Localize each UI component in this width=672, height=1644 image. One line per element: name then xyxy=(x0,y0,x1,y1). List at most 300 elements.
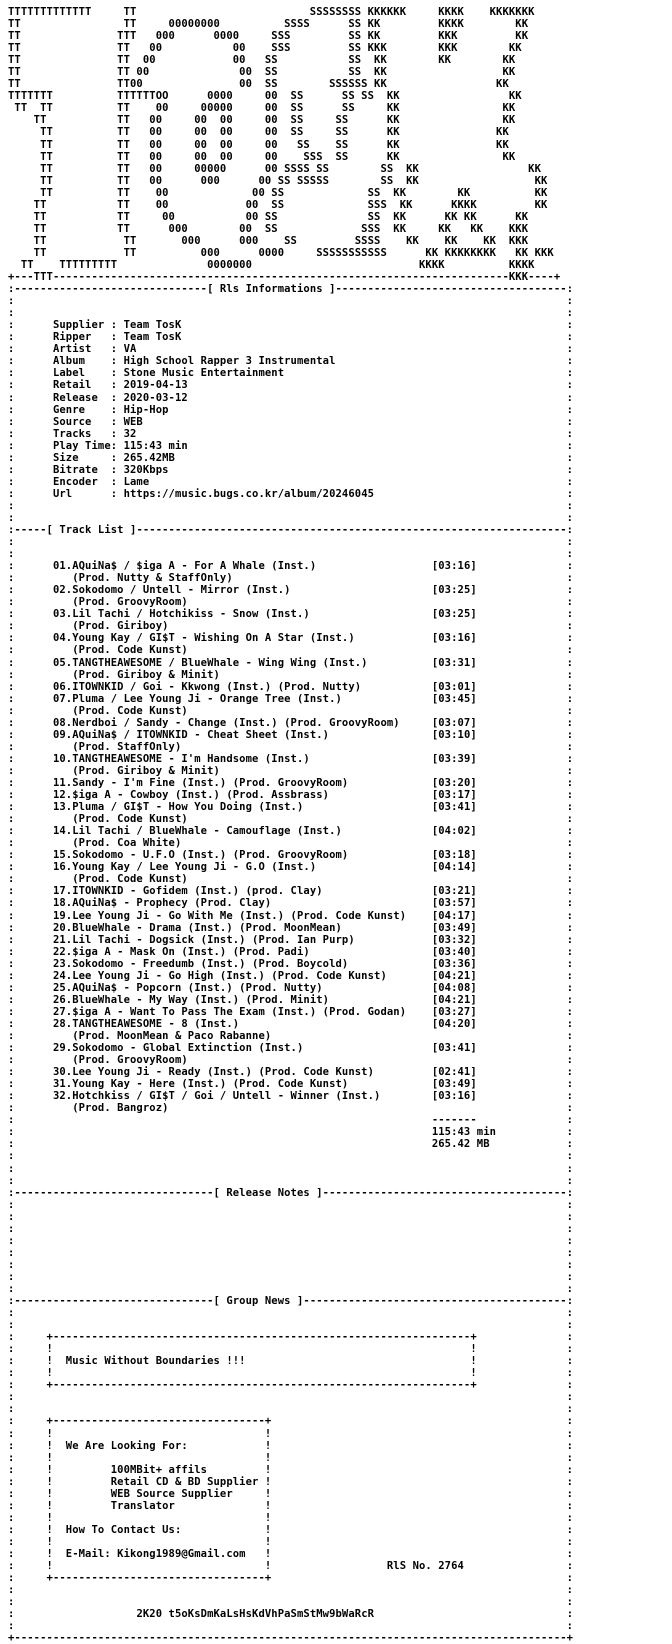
track-title: Nerdboi / Sandy - Change (Inst.) (Prod. GroovyRoom) xyxy=(72,716,400,729)
info-value: Team TosK xyxy=(123,331,182,344)
border-left: : xyxy=(8,463,15,476)
border-right: : xyxy=(476,981,574,994)
border-right: : xyxy=(476,1042,574,1055)
border-right: : xyxy=(187,439,574,452)
ascii-logo-line: TT TT 00 00 00 00 SSS SS KK KK xyxy=(8,150,516,163)
info-key: Genre xyxy=(52,403,111,416)
info-value: VA xyxy=(123,343,137,356)
border-left: : xyxy=(8,897,15,910)
border-right: : xyxy=(142,415,574,428)
border-left: : xyxy=(8,1029,15,1042)
track-number: 03. xyxy=(52,608,73,621)
track-number: 09. xyxy=(52,728,73,741)
border-right: : xyxy=(476,1090,574,1103)
track-title: Pluma / Lee Young Ji - Orange Tree (Inst.) xyxy=(72,692,342,705)
border-right: : xyxy=(14,1584,574,1597)
border-left: : xyxy=(8,1234,15,1247)
border-right: : xyxy=(476,1379,574,1392)
track-number: 30. xyxy=(52,1066,73,1079)
border-right: : xyxy=(232,572,574,585)
border-right: : xyxy=(14,536,574,549)
nfo-document: TTTTTTTTTTTTT TT SSSSSSSS KKKKKK KKKK KKKKKKK TT TT 00000000 SSSS SS KK KKKK KK TT TTT 000 0000 SSS SS KK KKK KK TT TT 00 00 SSS SS KKK KKK KK TT TT 00 00 SS SS KK KK KK TT TT 00 00 SS SS KK KK TT TT00 00 SS SSSSSS KK KK TTTTTTT TTTTTTOO 0000 00 SS SS SS KK KK TT TT TT 00 00000 00 SS SS KK KK TT TT 00 00 00 00 SS SS KK KK TT TT 00 00 00 00 SS SS KK KK TT TT 00 00 00 00 SS SS KK KK TT TT 00 00 00 00 SSS SS KK KK TT TT 00 00000 00 SSSS SS SS KK KK TT TT 00 000 00 SS SSSSS SS KK KK TT TT 00 00 SS SS KK KK KK TT TT 00 00 SS SSS KK KKKK KK TT TT 00 00 SS SS KK KK KK KK TT TT 000 00 SS SSS KK KK KK KKK TT TT 000 000 SS SSSS KK KK KK KKK TT TT 000 0000 SSSSSSSSSSS KK KKKKKKKK KK KKK TT TTTTTTTTT 0000000 KKKK KKKK +---TTT-----------------------------------------------------------------------KKK----+ :------------------------------[ Rls Informations ]------------------------------------: : : : : : Supplier : Team TosK : : Ripper : Team TosK : : Artist : VA : : Album : High School Rapper 3 Instrumental : : Label : Stone Music Entertainment : : Retail : 2019-04-13 : : Release : 2020-03-12 : : Genre : Hip-Hop : : Source : WEB : : Tracks : 32 : : Play Time: 115:43 min : : Size : 265.42MB : : Bitrate : 320Kbps : : Encoder : Lame : : Url : https://music.bugs.co.kr/album/20246045 : : : : : :-----[ Track List ]-------------------------------------------------------------------: : : : : : 01.AQuiNa$ / $iga A - For A Whale (Inst.) [03:16] : : (Prod. Nutty & StaffOnly) : : 02.Sokodomo / Untell - Mirror (Inst.) [03:25] : : (Prod. GroovyRoom) : : 03.Lil Tachi / Hotchikiss - Snow (Inst.) [03:25] : : (Prod. Giriboy) : : 04.Young Kay / GI$T - Wishing On A Star (Inst.) [03:16] : : (Prod. Code Kunst) : : 05.TANGTHEAWESOME / BlueWhale - Wing Wing (Inst.) [03:31] : : (Prod. Giriboy & Minit) : : 06.ITOWNKID / Goi - Kkwong (Inst.) (Prod. Nutty) [03:01] : : 07.Pluma / Lee Young Ji - Orange Tree (Inst.) [03:45] : : (Prod. Code Kunst) : : 08.Nerdboi / Sandy - Change (Inst.) (Prod. GroovyRoom) [03:07] : : 09.AQuiNa$ / ITOWNKID - Cheat Sheet (Inst.) [03:10] : : (Prod. StaffOnly) : : 10.TANGTHEAWESOME - I'm Handsome (Inst.) [03:39] : : (Prod. Giriboy & Minit) : : 11.Sandy - I'm Fine (Inst.) (Prod. GroovyRoom) [03:20] : : 12.$iga A - Cowboy (Inst.) (Prod. Assbrass) [03:17] : : 13.Pluma / GI$T - How You Doing (Inst.) [03:41] : : (Prod. Code Kunst) : : 14.Lil Tachi / BlueWhale - Camouflage (Inst.) [04:02] : : (Prod. Coa White) : : 15.Sokodomo - U.F.O (Inst.) (Prod. GroovyRoom) [03:18] : : 16.Young Kay / Lee Young Ji - G.O (Inst.) [04:14] : : (Prod. Code Kunst) : : 17.ITOWNKID - Gofidem (Inst.) (prod. Clay) [03:21] : : 18.AQuiNa$ - Prophecy (Prod. Clay) [03:57] : : 19.Lee Young Ji - Go With Me (Inst.) (Prod. Code Kunst) [04:17] : : 20.BlueWhale - Drama (Inst.) (Prod. MoonMean) [03:49] : : 21.Lil Tachi - Dogsick (Inst.) (Prod. Ian Purp) [03:32] : : 22.$iga A - Mask On (Inst.) (Prod. Padi) [03:40] : : 23.Sokodomo - Freedumb (Inst.) (Prod. Boycold) [03:36] : : 24.Lee Young Ji - Go High (Inst.) (Prod. Code Kunst) [04:21] : : 25.AQuiNa$ - Popcorn (Inst.) (Prod. Nutty) [04:08] : : 26.BlueWhale - My Way (Inst.) (Prod. Minit) [04:21] : : 27.$iga A - Want To Pass The Exam (Inst.) (Prod. Godan) [03:27] : : 28.TANGTHEAWESOME - 8 (Inst.) [04:20] : : (Prod. MoonMean & Paco Rabanne) : : 29.Sokodomo - Global Extinction (Inst.) [03:41] : : (Prod. GroovyRoom) : : 30.Lee Young Ji - Ready (Inst.) (Prod. Code Kunst) [02:41] : : 31.Young Kay - Here (Inst.) (Prod. Code Kunst) [03:49] : : 32.Hotchkiss / GI$T / Goi / Untell - Winner (Inst.) [03:16] : : (Prod. Bangroz) : : ------- : : 115:43 min : : 265.42 MB : : : : : : : :-------------------------------[ Release Notes ]--------------------------------------: : : : : : : : : : : : : : : : : :-------------------------------[ Group News ]-----------------------------------------: : : : : : +-----------------------------------------------------------------+ : : ! ! : : ! Music Without Boundaries !!! ! : : ! ! : : +-----------------------------------------------------------------+ : : : : : : +---------------------------------+ : : ! ! : : ! We Are Looking For: ! : : ! ! : : ! 100MBit+ affils ! : : ! Retail CD & BD Supplier ! : : ! WEB Source Supplier ! : : ! Translator ! : : ! ! : : ! How To Contact Us: ! : : ! ! : : ! E-Mail: Kikong1989@Gmail.com ! : : ! ! RlS No. 2764 : : +---------------------------------+ : : : : : : 2K20 t5oKsDmKaLsHsKdVhPaSmStMw9bWaRcR : : : +--------------------------------------------------------------------------------------+ xyxy=(8,6,574,1644)
border-left: : xyxy=(8,825,15,838)
ascii-logo-line: TT TT 00000000 SSSS SS KK KKKK KK xyxy=(8,18,529,31)
border-left: : xyxy=(8,849,15,862)
border-right: : xyxy=(14,307,574,320)
border-right: : xyxy=(187,644,574,657)
border-right: : xyxy=(181,740,574,753)
track-title: Lil Tachi / BlueWhale - Camouflage (Inst.) xyxy=(72,825,342,838)
border-left: : xyxy=(8,656,15,669)
rule: ------------------------------------: xyxy=(335,283,574,296)
track-title: AQuiNa$ - Prophecy (Prod. Clay) xyxy=(72,897,272,910)
border-right: : xyxy=(476,825,574,838)
ascii-logo-line: TT TT 000 0000 SSSSSSSSSSS KK KKKKKKKK KK KKK xyxy=(8,246,554,259)
border-right: : xyxy=(476,897,574,910)
track-duration: [04:20] xyxy=(431,1017,477,1030)
border-left: : xyxy=(8,1391,15,1404)
track-duration: [03:32] xyxy=(431,933,477,946)
track-number: 05. xyxy=(52,656,73,669)
border-left: : xyxy=(8,813,15,826)
border-right: : xyxy=(187,379,574,392)
ascii-logo-line: TT TT 00 000 00 SS SSSSS SS KK KK xyxy=(8,174,548,187)
border-right: : xyxy=(14,1150,574,1163)
border-right: : xyxy=(174,451,574,464)
release-notes-header: [ Release Notes ] xyxy=(213,1186,323,1199)
border-left: : xyxy=(8,1246,15,1259)
slogan-box-border: +-----------------------------------------------------------------+ xyxy=(46,1331,477,1344)
border-right: : xyxy=(476,801,574,814)
border-right: : xyxy=(187,813,574,826)
track-duration: [03:41] xyxy=(431,801,477,814)
border-left: : xyxy=(8,909,15,922)
border-right: : xyxy=(14,1307,574,1320)
track-list-header: [ Track List ] xyxy=(46,524,137,537)
release-number: RlS No. 2764 xyxy=(386,1560,464,1573)
track-number: 28. xyxy=(52,1017,73,1030)
track-duration: [04:08] xyxy=(431,981,477,994)
border-left: : xyxy=(8,1620,15,1633)
border-right: : xyxy=(476,1017,574,1030)
border-left: : xyxy=(8,1319,15,1332)
rls-info-header: [ Rls Informations ] xyxy=(207,283,336,296)
border-left: : xyxy=(8,1548,15,1560)
track-duration: [03:07] xyxy=(431,716,477,729)
looking-for-item: WEB Source Supplier xyxy=(110,1487,233,1500)
track-producer: (Prod. Nutty & StaffOnly) xyxy=(72,572,233,585)
track-duration: [03:01] xyxy=(431,680,477,693)
border-left: : xyxy=(8,319,15,332)
border-right: : xyxy=(476,885,574,898)
border-right: : xyxy=(476,933,574,946)
border-right: : xyxy=(476,777,574,789)
track-number: 07. xyxy=(52,692,73,705)
border-left: : xyxy=(8,1307,15,1320)
border-right: : xyxy=(476,692,574,705)
border-right: : xyxy=(14,1246,574,1259)
border-left: : xyxy=(8,1078,15,1091)
track-title: Sokodomo - Freedumb (Inst.) (Prod. Boycold) xyxy=(72,957,349,970)
border-right: : xyxy=(219,764,574,777)
border-right: : xyxy=(489,1138,574,1151)
border-left: : xyxy=(8,704,15,717)
looking-for-item: Retail CD & BD Supplier xyxy=(110,1475,259,1488)
track-duration: [03:21] xyxy=(431,885,477,898)
track-number: 27. xyxy=(52,1005,73,1018)
border-right: : xyxy=(14,1270,574,1283)
border-right: : xyxy=(271,1535,574,1548)
border-left: : xyxy=(8,1584,15,1597)
track-duration: [03:36] xyxy=(431,957,477,970)
border-left: : xyxy=(8,861,15,874)
rule: -----------------------------------------: xyxy=(303,1295,574,1308)
border-right: : xyxy=(271,1427,574,1440)
border-left: : xyxy=(8,740,15,753)
border-right: : xyxy=(14,548,574,561)
info-value: 32 xyxy=(123,427,137,440)
border-right: : xyxy=(187,596,574,609)
border-right: : xyxy=(271,1475,574,1488)
track-number: 24. xyxy=(52,969,73,982)
total-size: 265.42 MB xyxy=(431,1138,490,1151)
border-right: : xyxy=(219,668,574,681)
track-number: 16. xyxy=(52,861,73,874)
info-key: Album xyxy=(52,355,111,368)
border-left: : xyxy=(8,1499,15,1512)
track-title: AQuiNa$ / $iga A - For A Whale (Inst.) xyxy=(72,560,317,573)
track-producer: (Prod. Giriboy & Minit) xyxy=(72,764,220,777)
track-number: 12. xyxy=(52,789,73,802)
border-right: : xyxy=(476,1114,574,1127)
track-number: 04. xyxy=(52,632,73,645)
border-left: : xyxy=(8,1114,15,1127)
border-left: : xyxy=(8,837,15,850)
ascii-logo-line: TT TT 00 00 SS SSS KK KKKK KK xyxy=(8,198,548,211)
border-left: : xyxy=(8,1222,15,1235)
border-left: : xyxy=(8,1102,15,1115)
border-right: : xyxy=(14,499,574,512)
border-left: : xyxy=(8,1535,15,1548)
border-right: : xyxy=(14,1234,574,1247)
border-left: : xyxy=(8,1403,15,1416)
footer-signature: 2K20 t5oKsDmKaLsHsKdVhPaSmStMw9bWaRcR xyxy=(136,1608,375,1621)
track-producer: (Prod. Bangroz) xyxy=(72,1102,169,1115)
border-left: : xyxy=(8,789,15,802)
info-key: Release xyxy=(52,391,111,404)
border-left: : xyxy=(8,343,15,356)
border-right: : xyxy=(14,295,574,308)
border-right: : xyxy=(271,1523,574,1536)
track-title: ITOWNKID / Goi - Kkwong (Inst.) (Prod. Nutty) xyxy=(72,680,362,693)
info-value: High School Rapper 3 Instrumental xyxy=(123,355,336,368)
track-number: 20. xyxy=(52,921,73,934)
border-left: : xyxy=(8,620,15,633)
track-duration: [03:57] xyxy=(431,897,477,910)
border-right: : xyxy=(14,1391,574,1404)
track-title: Lil Tachi - Dogsick (Inst.) (Prod. Ian Purp) xyxy=(72,933,355,946)
info-value: 320Kbps xyxy=(123,463,169,476)
info-key: Artist xyxy=(52,343,111,356)
track-title: AQuiNa$ / ITOWNKID - Cheat Sheet (Inst.) xyxy=(72,728,330,741)
border-left: : xyxy=(8,1511,15,1524)
rule: --------------------------------------: xyxy=(322,1186,574,1199)
track-producer: (Prod. Code Kunst) xyxy=(72,704,188,717)
border-right: : xyxy=(476,716,574,729)
info-key: Bitrate xyxy=(52,463,111,476)
border-left: : xyxy=(8,1005,15,1018)
border-right: : xyxy=(476,1005,574,1018)
ascii-logo-line: TT TT 00 00 00 00 SS SS KK KK xyxy=(8,114,516,127)
info-key: Size xyxy=(52,451,111,464)
track-title: TANGTHEAWESOME - 8 (Inst.) xyxy=(72,1017,240,1030)
track-duration: [04:02] xyxy=(431,825,477,838)
info-value: Lame xyxy=(123,475,150,488)
recruit-box-border: +---------------------------------+ xyxy=(46,1572,272,1585)
border-left: : xyxy=(8,981,15,994)
info-value: 265.42MB xyxy=(123,451,175,464)
border-left: : xyxy=(8,1198,15,1211)
border-right: : xyxy=(476,861,574,874)
border-right: : xyxy=(271,1487,574,1500)
border-right: : xyxy=(476,789,574,802)
track-duration: [03:16] xyxy=(431,560,477,573)
border-left: : xyxy=(8,680,15,693)
border-right: : xyxy=(476,1066,574,1079)
track-number: 22. xyxy=(52,945,73,958)
border-right: : xyxy=(476,632,574,645)
track-number: 26. xyxy=(52,993,73,1006)
border-left: : xyxy=(8,511,15,524)
ascii-logo-line: TT TT 00 00 SS SS KK KK KK xyxy=(8,54,516,67)
track-title: Sokodomo - Global Extinction (Inst.) xyxy=(72,1042,304,1055)
border-left: : xyxy=(8,1210,15,1223)
border-right: : xyxy=(476,909,574,922)
border-right: : xyxy=(476,1331,574,1344)
track-title: $iga A - Want To Pass The Exam (Inst.) (Prod. Godan) xyxy=(72,1005,407,1018)
border-left: : xyxy=(8,1475,15,1488)
track-number: 06. xyxy=(52,680,73,693)
ascii-logo-line: TT TT TT 00 00000 00 SS SS KK KK xyxy=(8,102,516,115)
info-value: Stone Music Entertainment xyxy=(123,367,285,380)
border-right: : xyxy=(271,1463,574,1476)
border-left: : xyxy=(8,355,15,368)
track-number: 25. xyxy=(52,981,73,994)
track-producer: (Prod. Code Kunst) xyxy=(72,644,188,657)
border-right: : xyxy=(168,403,574,416)
border-left: : xyxy=(8,1427,15,1440)
ascii-logo-line: TT TT 000 000 SS SSSS KK KK KK KKK xyxy=(8,234,529,247)
border-right: : xyxy=(476,608,574,621)
border-right: : xyxy=(181,319,574,332)
border-left: : xyxy=(8,1379,15,1392)
info-key: Ripper xyxy=(52,331,111,344)
track-title: Sandy - I'm Fine (Inst.) (Prod. GroovyRoom) xyxy=(72,777,349,789)
border-right: : xyxy=(14,511,574,524)
border-left: : xyxy=(8,487,15,500)
track-title: Young Kay / GI$T - Wishing On A Star (Inst.) xyxy=(72,632,355,645)
border-left: : xyxy=(8,1572,15,1585)
info-key: Retail xyxy=(52,379,111,392)
track-title: ITOWNKID - Gofidem (Inst.) (prod. Clay) xyxy=(72,885,323,898)
border-left: : xyxy=(8,536,15,549)
bottom-border: +--------------------------------------------------------------------------------------+ xyxy=(8,1632,574,1644)
border-left: : xyxy=(8,1282,15,1295)
border-right: : xyxy=(14,1198,574,1211)
border-right: : xyxy=(14,1222,574,1235)
border-right: : xyxy=(14,1282,574,1295)
track-number: 10. xyxy=(52,752,73,765)
info-value: 2019-04-13 xyxy=(123,379,188,392)
track-number: 13. xyxy=(52,801,73,814)
ascii-logo-line: TTTTTTT TTTTTTOO 0000 00 SS SS SS KK KK xyxy=(8,90,522,103)
track-duration: [03:31] xyxy=(431,656,477,669)
border-right: : xyxy=(476,921,574,934)
border-left: : xyxy=(8,752,15,765)
contact-title: How To Contact Us: xyxy=(65,1523,182,1536)
rule: :------------------------------- xyxy=(8,1295,214,1308)
track-number: 14. xyxy=(52,825,73,838)
track-duration: [03:49] xyxy=(431,1078,477,1091)
border-right: : xyxy=(476,560,574,573)
ascii-logo-line: TT TT 00 00 SS SS KK KK xyxy=(8,66,516,79)
border-right: : xyxy=(271,1572,574,1585)
border-right: : xyxy=(168,1102,574,1115)
ascii-logo-line: TTTTTTTTTTTTT TT SSSSSSSS KKKKKK KKKK KKKKKKK xyxy=(8,6,535,18)
border-left: : xyxy=(8,584,15,597)
border-left: : xyxy=(8,692,15,705)
rule: :----- xyxy=(8,524,47,537)
border-left: : xyxy=(8,451,15,464)
track-number: 29. xyxy=(52,1042,73,1055)
track-number: 08. xyxy=(52,716,73,729)
border-right: : xyxy=(271,1029,574,1042)
border-left: : xyxy=(8,1150,15,1163)
track-title: AQuiNa$ - Popcorn (Inst.) (Prod. Nutty) xyxy=(72,981,323,994)
border-right: : xyxy=(14,1210,574,1223)
border-left: : xyxy=(8,945,15,958)
border-left: : xyxy=(8,957,15,970)
border-right: : xyxy=(181,331,574,344)
border-left: : xyxy=(8,391,15,404)
track-number: 23. xyxy=(52,957,73,970)
slogan-box-border: ! ! xyxy=(46,1343,477,1356)
slogan-box-border: +-----------------------------------------------------------------+ xyxy=(46,1379,477,1392)
track-number: 15. xyxy=(52,849,73,862)
track-duration: [03:25] xyxy=(431,584,477,597)
border-left: : xyxy=(8,1017,15,1030)
border-left: : xyxy=(8,548,15,561)
track-title: Lil Tachi / Hotchikiss - Snow (Inst.) xyxy=(72,608,310,621)
border-right: : xyxy=(187,391,574,404)
border-right: : xyxy=(14,1319,574,1332)
group-slogan: Music Without Boundaries !!! xyxy=(65,1355,246,1368)
info-value: Hip-Hop xyxy=(123,403,169,416)
border-right: : xyxy=(14,1174,574,1187)
looking-for-title: We Are Looking For: xyxy=(65,1439,188,1452)
track-duration: [03:41] xyxy=(431,1042,477,1055)
track-duration: [03:40] xyxy=(431,945,477,958)
info-key: Label xyxy=(52,367,111,380)
border-left: : xyxy=(8,716,15,729)
info-key: Supplier xyxy=(52,319,111,332)
border-left: : xyxy=(8,427,15,440)
border-left: : xyxy=(8,572,15,585)
track-duration: [04:17] xyxy=(431,909,477,922)
border-right: : xyxy=(476,1343,574,1356)
track-duration: [03:45] xyxy=(431,692,477,705)
border-left: : xyxy=(8,1523,15,1536)
track-title: TANGTHEAWESOME - I'm Handsome (Inst.) xyxy=(72,752,310,765)
info-value: https://music.bugs.co.kr/album/20246045 xyxy=(123,487,375,500)
track-title: $iga A - Cowboy (Inst.) (Prod. Assbrass) xyxy=(72,789,330,802)
border-left: : xyxy=(8,921,15,934)
info-key: Encoder xyxy=(52,475,111,488)
border-right: : xyxy=(14,1403,574,1416)
border-right: : xyxy=(374,487,574,500)
track-number: 21. xyxy=(52,933,73,946)
track-number: 02. xyxy=(52,584,73,597)
border-right: : xyxy=(335,355,574,368)
border-left: : xyxy=(8,801,15,814)
border-right: : xyxy=(463,1560,574,1573)
track-producer: (Prod. Coa White) xyxy=(72,837,182,850)
border-right: : xyxy=(284,367,574,380)
track-producer: (Prod. Code Kunst) xyxy=(72,813,188,826)
border-left: : xyxy=(8,608,15,621)
ascii-logo-line: TT TT 00 00 00 00 SS SS KK KK xyxy=(8,126,509,139)
border-right: : xyxy=(476,1078,574,1091)
track-title: Sokodomo - U.F.O (Inst.) (Prod. GroovyRoom) xyxy=(72,849,349,862)
border-right: : xyxy=(476,957,574,970)
border-left: : xyxy=(8,668,15,681)
track-duration: [03:16] xyxy=(431,1090,477,1103)
looking-for-item: 100MBit+ affils xyxy=(110,1463,208,1476)
track-title: BlueWhale - My Way (Inst.) (Prod. Minit) xyxy=(72,993,330,1006)
total-play-time: 115:43 min xyxy=(431,1126,497,1139)
border-left: : xyxy=(8,1258,15,1271)
track-title: TANGTHEAWESOME / BlueWhale - Wing Wing (Inst.) xyxy=(72,656,368,669)
contact-email: E-Mail: Kikong1989@Gmail.com xyxy=(65,1548,246,1560)
info-value: 115:43 min xyxy=(123,439,188,452)
track-number: 01. xyxy=(52,560,73,573)
border-left: : xyxy=(8,1463,15,1476)
border-left: : xyxy=(8,1451,15,1464)
border-left: : xyxy=(8,1343,15,1356)
border-left: : xyxy=(8,1331,15,1344)
border-right: : xyxy=(496,1126,574,1139)
ascii-logo-line: TT TT 00 00 SS SS KK KK KK xyxy=(8,186,548,199)
track-duration: [03:49] xyxy=(431,921,477,934)
track-producer: (Prod. GroovyRoom) xyxy=(72,596,188,609)
border-right: : xyxy=(136,427,574,440)
border-right: : xyxy=(187,1054,574,1067)
track-producer: (Prod. Giriboy) xyxy=(72,620,169,633)
track-duration: [03:39] xyxy=(431,752,477,765)
border-left: : xyxy=(8,1487,15,1500)
border-right: : xyxy=(187,873,574,886)
border-left: : xyxy=(8,1174,15,1187)
border-right: : xyxy=(476,969,574,982)
border-left: : xyxy=(8,295,15,308)
track-producer: (Prod. Giriboy & Minit) xyxy=(72,668,220,681)
border-left: : xyxy=(8,969,15,982)
track-duration: [02:41] xyxy=(431,1066,477,1079)
border-left: : xyxy=(8,644,15,657)
border-left: : xyxy=(8,499,15,512)
info-key: Url xyxy=(52,487,111,500)
recruit-box-border: +---------------------------------+ xyxy=(46,1415,272,1428)
